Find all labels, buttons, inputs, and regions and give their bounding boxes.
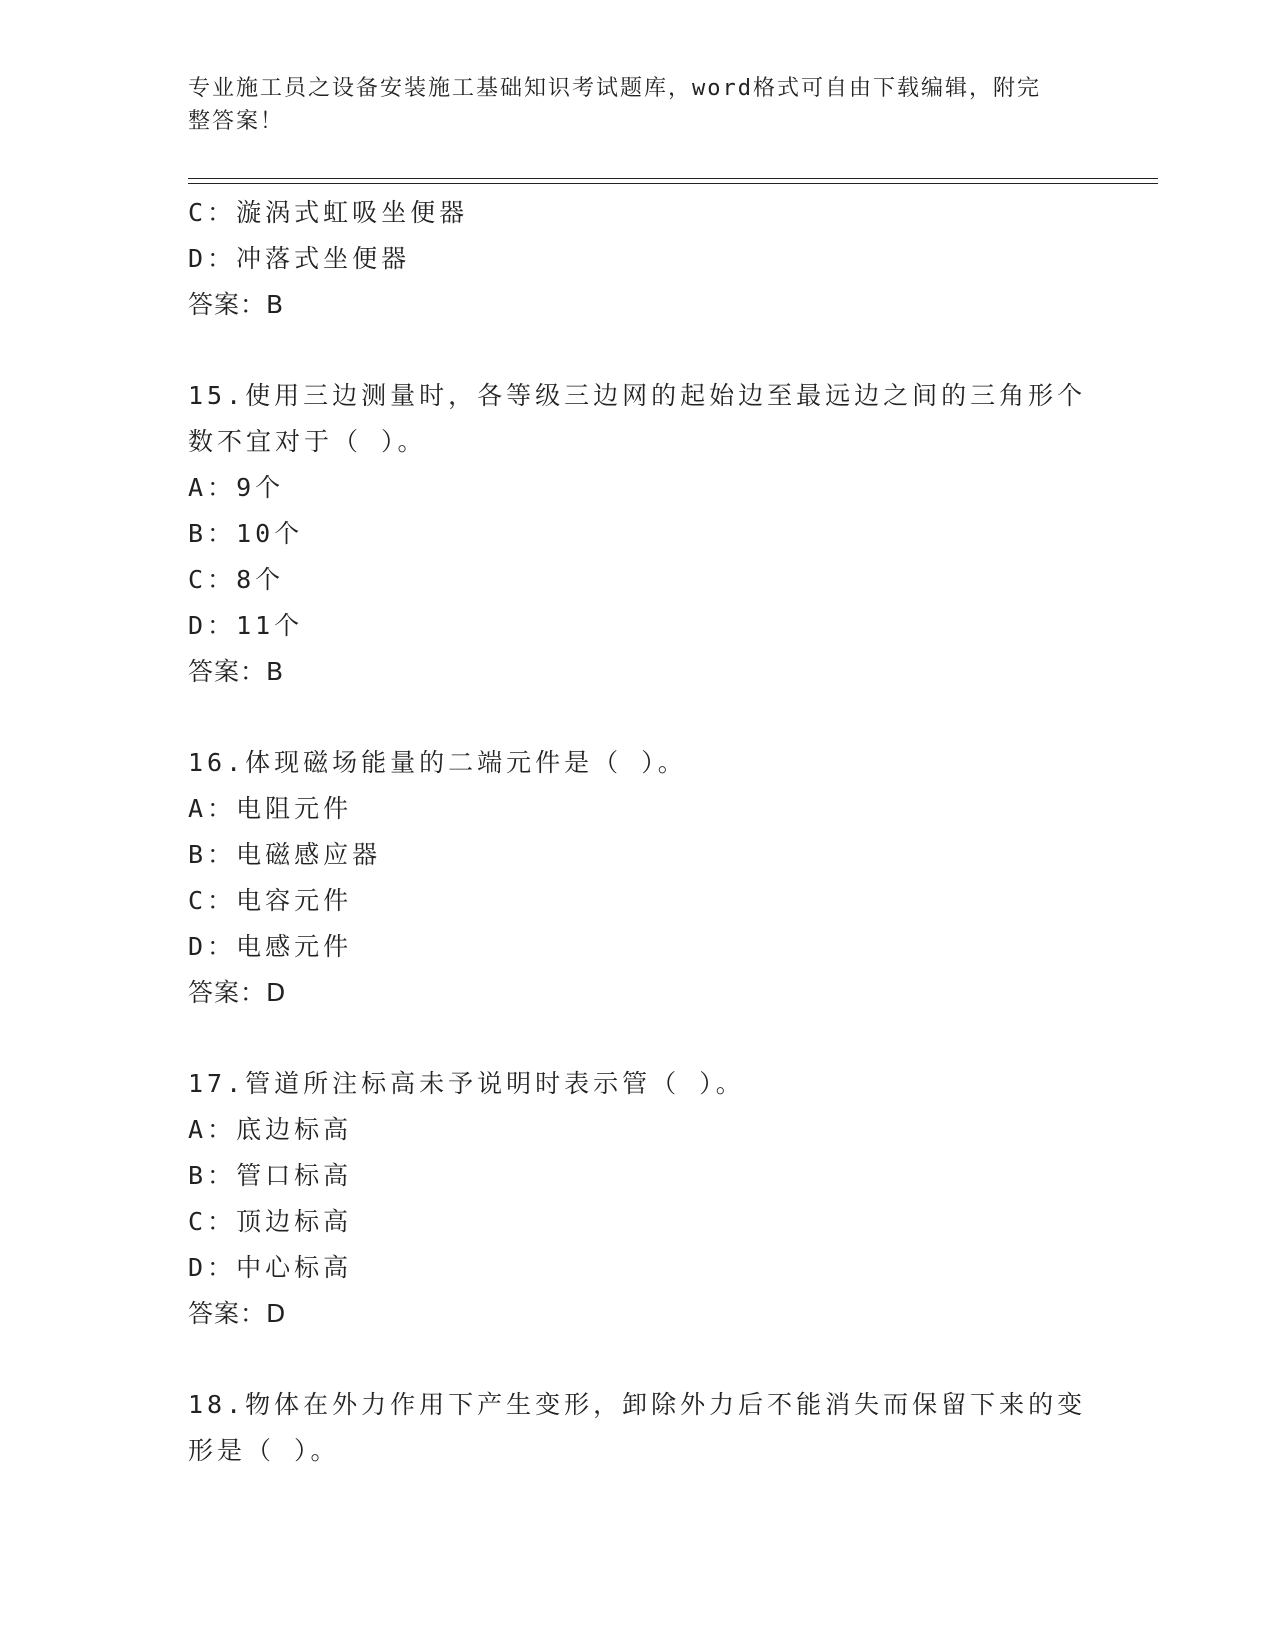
question-stem: 形是（ ）。: [188, 1436, 340, 1465]
answer-line: 答案：D: [188, 978, 287, 1007]
option-b: B：电磁感应器: [188, 840, 382, 869]
option-d: D：中心标高: [188, 1253, 353, 1282]
option-c: C：漩涡式虹吸坐便器: [188, 198, 469, 227]
question-18: [188, 1382, 1088, 1474]
option-c: C：电容元件: [188, 886, 353, 915]
header-line-1: 专业施工员之设备安装施工基础知识考试题库，word格式可自由下载编辑，附完: [188, 76, 1041, 101]
question-stem: 数不宜对于（ ）。: [188, 427, 427, 456]
header-line-2: 整答案！: [188, 109, 285, 134]
question-stem: 18.物体在外力作用下产生变形，卸除外力后不能消失而保留下来的变: [188, 1390, 1087, 1419]
answer-line: 答案：B: [188, 290, 285, 319]
option-d: D：11个: [188, 611, 304, 640]
header-divider-bottom: [188, 183, 1158, 184]
question-stem: 17.管道所注标高未予说明时表示管（ ）。: [188, 1069, 745, 1098]
document-header: [188, 72, 1068, 138]
option-c: C：8个: [188, 565, 285, 594]
header-divider-top: [188, 178, 1158, 179]
question-16: [188, 740, 1088, 1016]
option-a: A：9个: [188, 473, 285, 502]
question-15: [188, 373, 1088, 695]
question-list: [188, 190, 1088, 1474]
question-17: [188, 1061, 1088, 1337]
option-d: D：冲落式坐便器: [188, 244, 411, 273]
option-d: D：电感元件: [188, 932, 353, 961]
question-stem: 15.使用三边测量时，各等级三边网的起始边至最远边之间的三角形个: [188, 381, 1087, 410]
option-b: B：管口标高: [188, 1161, 353, 1190]
question-stem: 16.体现磁场能量的二端元件是（ ）。: [188, 748, 687, 777]
answer-line: 答案：D: [188, 1299, 287, 1328]
answer-line: 答案：B: [188, 657, 285, 686]
option-b: B：10个: [188, 519, 304, 548]
option-a: A：底边标高: [188, 1115, 353, 1144]
option-a: A：电阻元件: [188, 794, 353, 823]
option-c: C：顶边标高: [188, 1207, 353, 1236]
continued-question: [188, 190, 1088, 328]
